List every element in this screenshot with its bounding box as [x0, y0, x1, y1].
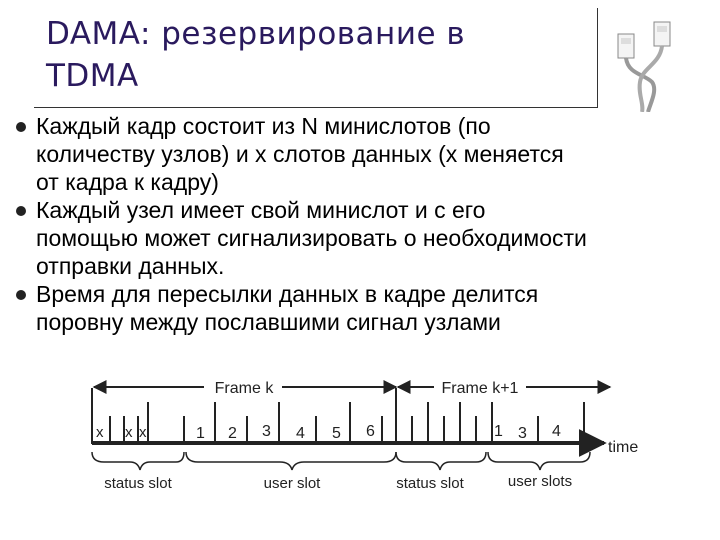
user-slots-label: user slots [507, 473, 573, 490]
bullet-list [16, 112, 716, 336]
bullet-item [16, 112, 716, 196]
bullet-dot-icon [16, 122, 26, 132]
slot-number: 2 [228, 425, 237, 442]
slot-number: 1 [494, 423, 503, 440]
slot-number: 5 [332, 425, 341, 442]
frame-k-label: Frame k [214, 380, 274, 397]
bullet-text: поровну между пославшими сигнал узлами [36, 309, 501, 335]
bullet-dot-icon [16, 206, 26, 216]
bullet-item [16, 280, 716, 336]
bullet-item [16, 196, 716, 280]
slot-number: 4 [552, 423, 561, 440]
tdma-frame-diagram [84, 366, 654, 500]
slot-number: 1 [196, 425, 205, 442]
frame-k1-label: Frame k+1 [441, 380, 519, 397]
slide-title-line-1: DAMA: резервирование в [46, 16, 466, 52]
bullet-text: количеству узлов) и x слотов данных (x меняется [36, 141, 564, 167]
slot-number: 4 [296, 425, 305, 442]
user-slot-label: user slot [263, 475, 321, 492]
bullet-text: отправки данных. [36, 253, 225, 279]
bullet-dot-icon [16, 290, 26, 300]
slide-title-line-2: TDMA [46, 58, 139, 94]
network-cable-icon [604, 8, 684, 112]
bullet-text: Каждый кадр состоит из N минислотов (по [36, 113, 491, 139]
slot-number: 3 [518, 425, 527, 442]
slot-number: 6 [366, 423, 375, 440]
title-box [34, 8, 598, 108]
bullet-text: от кадра к кадру) [36, 169, 219, 195]
status-slot-label: status slot [104, 475, 172, 492]
minislot-label: x [139, 424, 147, 441]
status-slot-label: status slot [396, 475, 464, 492]
time-label: time [608, 439, 639, 456]
slot-braces [92, 452, 590, 470]
bullet-text: Время для пересылки данных в кадре делится [36, 281, 539, 307]
bullet-text: помощью может сигнализировать о необходимости [36, 225, 587, 251]
minislot-label: x [125, 424, 133, 441]
bullet-text: Каждый узел имеет свой минислот и с его [36, 197, 486, 223]
slot-number: 3 [262, 423, 271, 440]
minislot-label: x [96, 424, 104, 441]
